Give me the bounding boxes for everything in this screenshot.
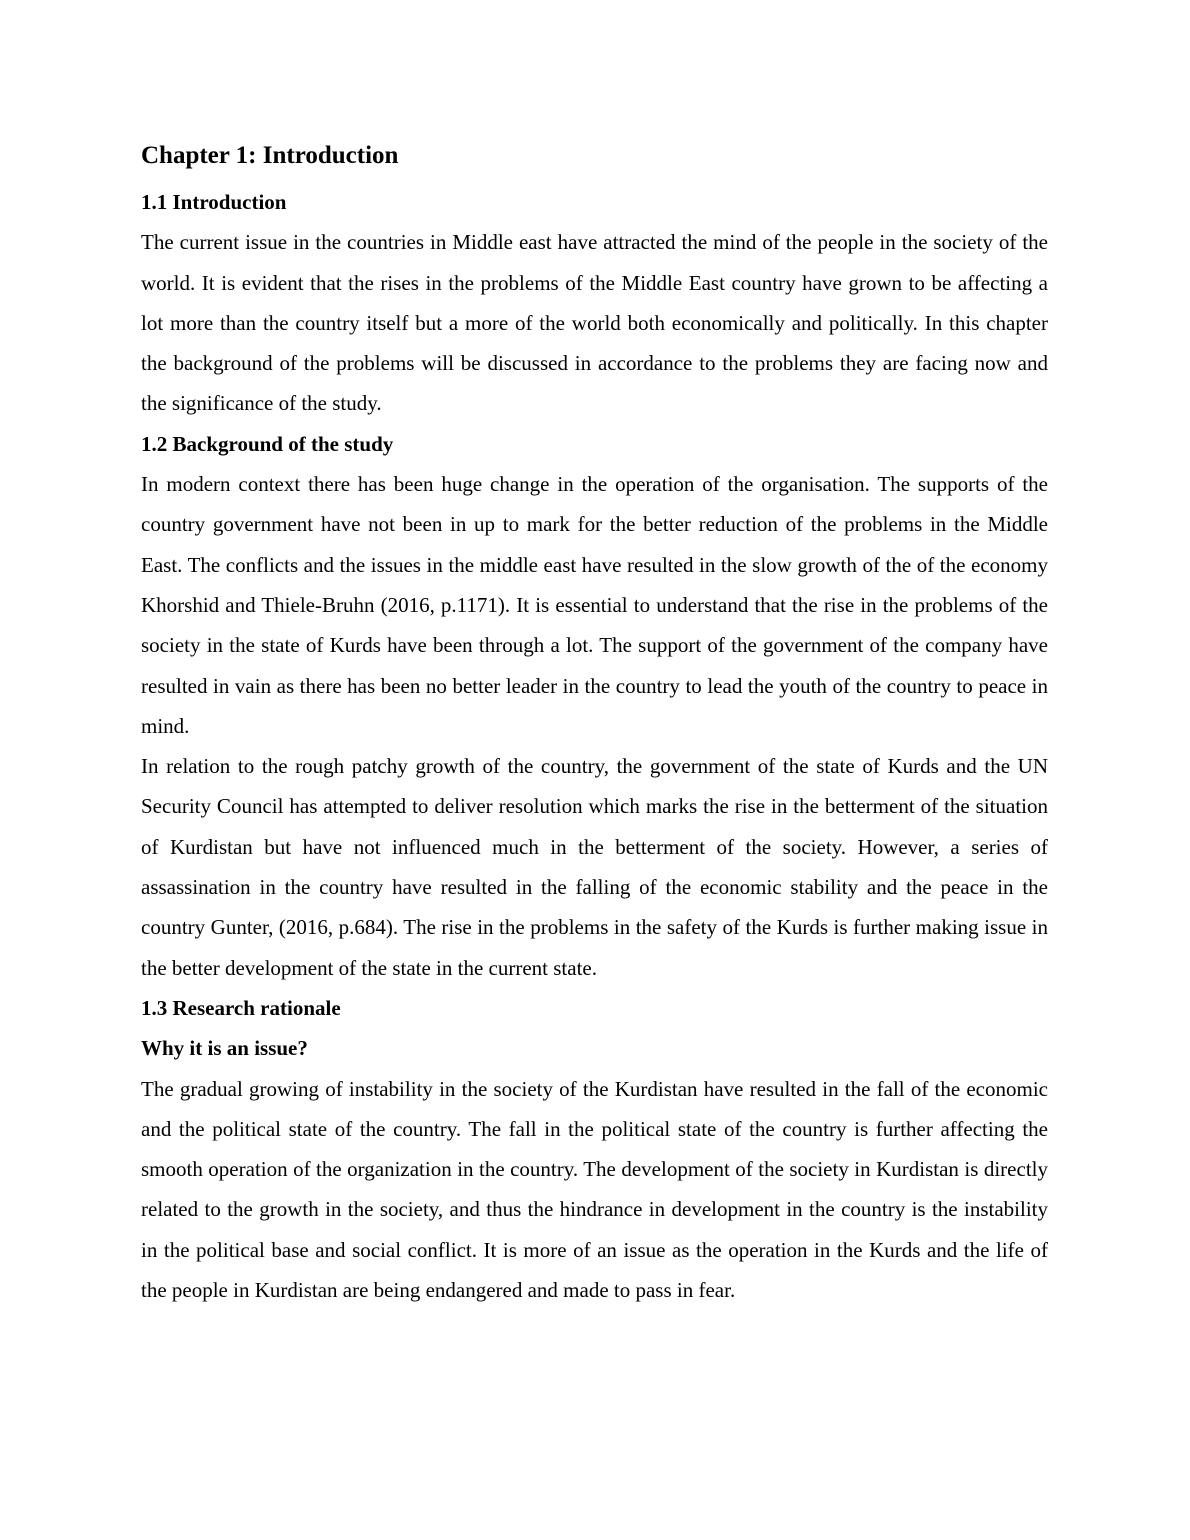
subheading-why-issue: Why it is an issue? xyxy=(141,1036,308,1061)
paragraph-background-1: In modern context there has been huge change in the operation of the organisation. The supports of the country government have not been in up to mark for the better reduction of the problems in the Middle East. The conflicts and the issues in the middle east have resulted in the slow growth of the of the economy Khorshid and Thiele-Bruhn (2016, p.1171). It is essential to understand that the rise in the problems of the society in the state of Kurds have been through a lot. The support of the government of the company have resulted in vain as there has been no better leader in the country to lead the youth of the country to peace in mind. xyxy=(141,472,1048,738)
paragraph-introduction: The current issue in the countries in Middle east have attracted the mind of the people in the society of the world. It is evident that the rises in the problems of the Middle East country have grown to be affecting a lot more than the country itself but a more of the world both economically and politically. In this chapter the background of the problems will be discussed in accordance to the problems they are facing now and the significance of the study. xyxy=(141,230,1048,416)
paragraph-rationale: The gradual growing of instability in the society of the Kurdistan have resulted in the fall of the economic and the political state of the country. The fall in the political state of the country is further affecting the smooth operation of the organization in the country. The development of the society in Kurdistan is directly related to the growth in the society, and thus the hindrance in development in the country is the instability in the political base and social conflict. It is more of an issue as the operation in the Kurds and the life of the people in Kurdistan are being endangered and made to pass in fear. xyxy=(141,1076,1048,1303)
section-heading-rationale: 1.3 Research rationale xyxy=(141,995,341,1020)
chapter-title: Chapter 1: Introduction xyxy=(141,142,399,169)
paragraph-background-2: In relation to the rough patchy growth of the country, the government of the state of Kurds and the UN Security Council has attempted to deliver resolution which marks the rise in the betterment of the situation of Kurdistan but have not influenced much in the betterment of the society. However, a series of assassination in the country have resulted in the falling of the economic stability and the peace in the country Gunter, (2016, p.684). The rise in the problems in the safety of the Kurds is further making issue in the better development of the state in the current state. xyxy=(141,754,1048,980)
section-heading-introduction: 1.1 Introduction xyxy=(141,190,287,214)
section-heading-background: 1.2 Background of the study xyxy=(141,431,394,456)
